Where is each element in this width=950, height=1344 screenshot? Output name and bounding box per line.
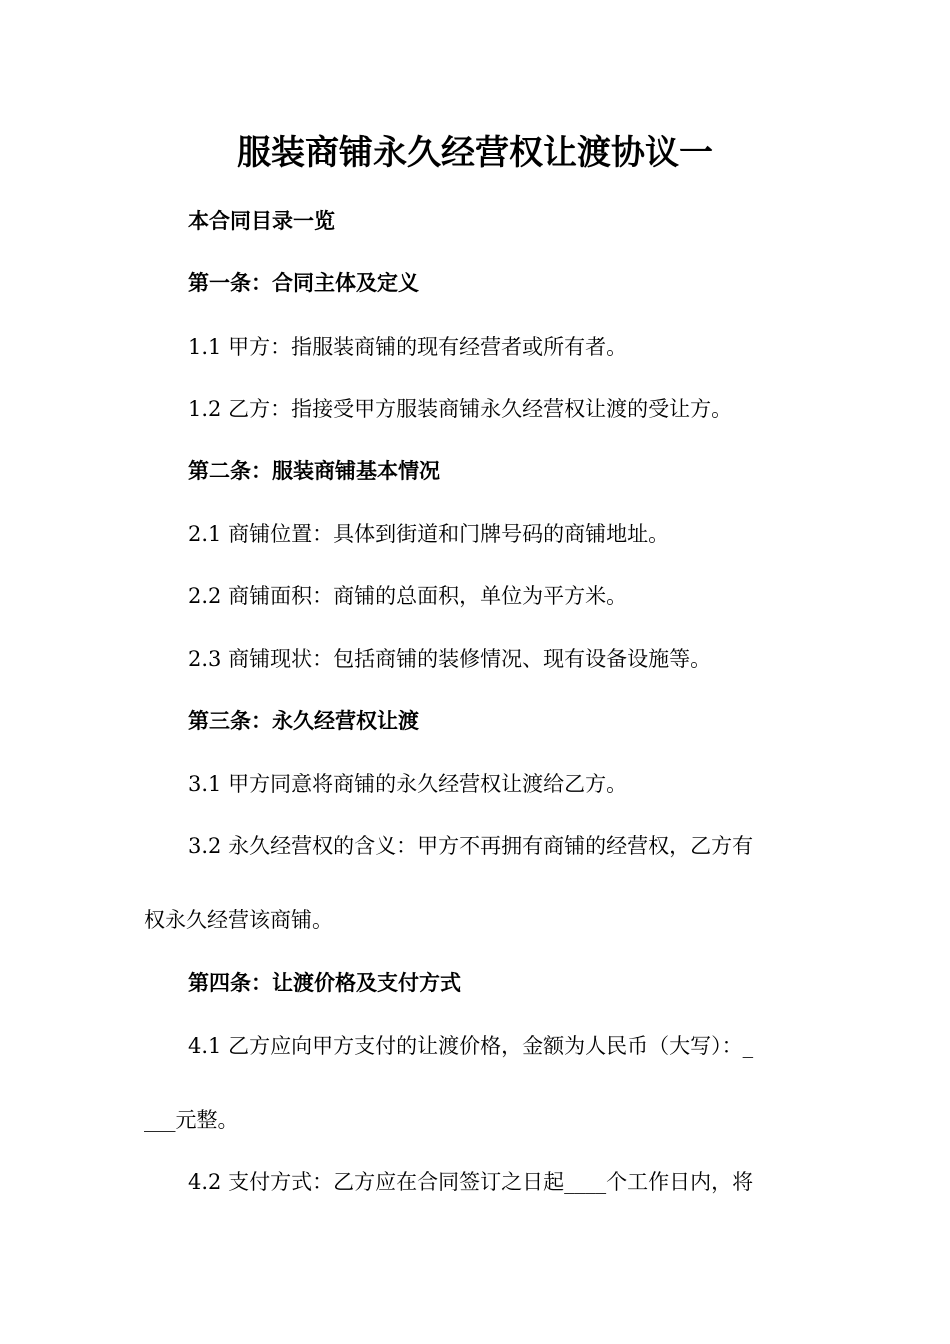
article-1-heading: 第一条：合同主体及定义: [188, 270, 419, 295]
clause-1-2: 1.2 乙方：指接受甲方服装商铺永久经营权让渡的受让方。: [188, 397, 733, 421]
clause-3-1: 3.1 甲方同意将商铺的永久经营权让渡给乙方。: [188, 772, 628, 796]
clause-4-2-line-1: 4.2 支付方式：乙方应在合同签订之日起____个工作日内，将: [188, 1170, 754, 1194]
clause-2-2: 2.2 商铺面积：商铺的总面积，单位为平方米。: [188, 584, 628, 608]
clause-4-1-line-1: 4.1 乙方应向甲方支付的让渡价格，金额为人民币（大写）：_: [188, 1034, 754, 1058]
clause-2-3: 2.3 商铺现状：包括商铺的装修情况、现有设备设施等。: [188, 647, 712, 671]
toc-heading: 本合同目录一览: [188, 208, 335, 233]
article-3-heading: 第三条：永久经营权让渡: [188, 708, 419, 733]
clause-3-2-line-1: 3.2 永久经营权的含义：甲方不再拥有商铺的经营权，乙方有: [188, 834, 754, 858]
document-title: 服装商铺永久经营权让渡协议一: [237, 133, 713, 173]
clause-1-1: 1.1 甲方：指服装商铺的现有经营者或所有者。: [188, 335, 628, 359]
clause-2-1: 2.1 商铺位置：具体到街道和门牌号码的商铺地址。: [188, 522, 670, 546]
article-2-heading: 第二条：服装商铺基本情况: [188, 458, 440, 483]
article-4-heading: 第四条：让渡价格及支付方式: [188, 970, 461, 995]
clause-4-1-line-2: ___元整。: [144, 1108, 239, 1132]
clause-3-2-line-2: 权永久经营该商铺。: [144, 908, 333, 932]
